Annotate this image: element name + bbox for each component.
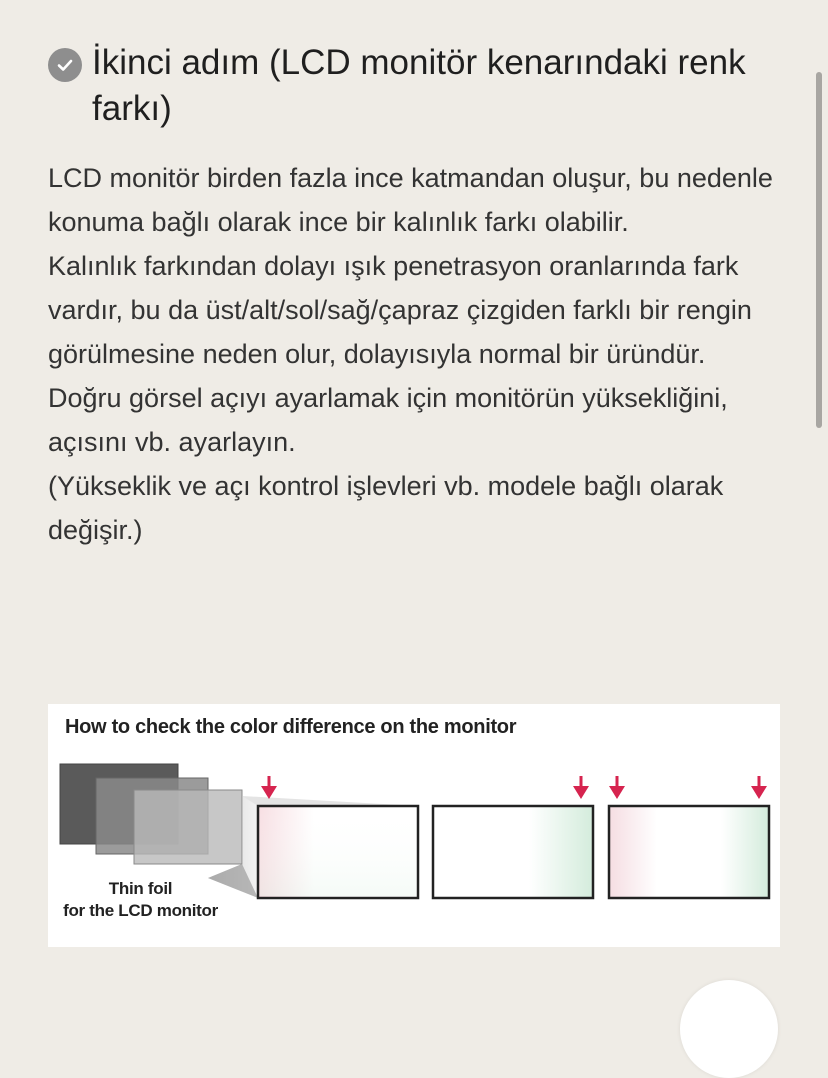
paragraph: Kalınlık farkından dolayı ışık penetrasyon oranlarında fark vardır, bu da üst/alt/sol/sağ/çapraz çizgiden farklı bir rengin görülmesine neden olur, dolayısıyla normal bir üründür. — [48, 251, 752, 369]
vertical-scrollbar[interactable] — [816, 72, 822, 428]
foil-layers — [60, 764, 242, 864]
foil-label — [58, 878, 223, 922]
arrow-down-icon — [261, 776, 277, 799]
arrow-down-icon — [609, 776, 625, 799]
figure-title: How to check the color difference on the monitor — [65, 716, 517, 738]
arrow-down-icon — [573, 776, 589, 799]
monitor-panel-left-edge — [258, 806, 418, 898]
arrow-down-icon — [751, 776, 767, 799]
help-article-content — [48, 40, 788, 552]
check-circle-icon — [48, 48, 82, 82]
floating-action-button[interactable] — [680, 980, 778, 1078]
paragraph: (Yükseklik ve açı kontrol işlevleri vb. modele bağlı olarak değişir.) — [48, 471, 724, 545]
monitor-panel-both-edges — [609, 806, 769, 898]
step-heading — [48, 40, 788, 132]
step-description — [48, 156, 788, 552]
foil-label-line: for the LCD monitor — [63, 901, 218, 920]
color-difference-illustration — [48, 704, 780, 947]
monitor-panel-right-edge — [433, 806, 593, 898]
checkmark-glyph — [55, 55, 75, 75]
foil-label-line: Thin foil — [108, 879, 173, 898]
paragraph: LCD monitör birden fazla ince katmandan oluşur, bu nedenle konuma bağlı olarak ince bir kalınlık farkı olabilir. — [48, 163, 773, 237]
paragraph: Doğru görsel açıyı ayarlamak için monitörün yüksekliğini, açısını vb. ayarlayın. — [48, 383, 728, 457]
step-title: İkinci adım (LCD monitör kenarındaki renk farkı) — [92, 43, 746, 128]
